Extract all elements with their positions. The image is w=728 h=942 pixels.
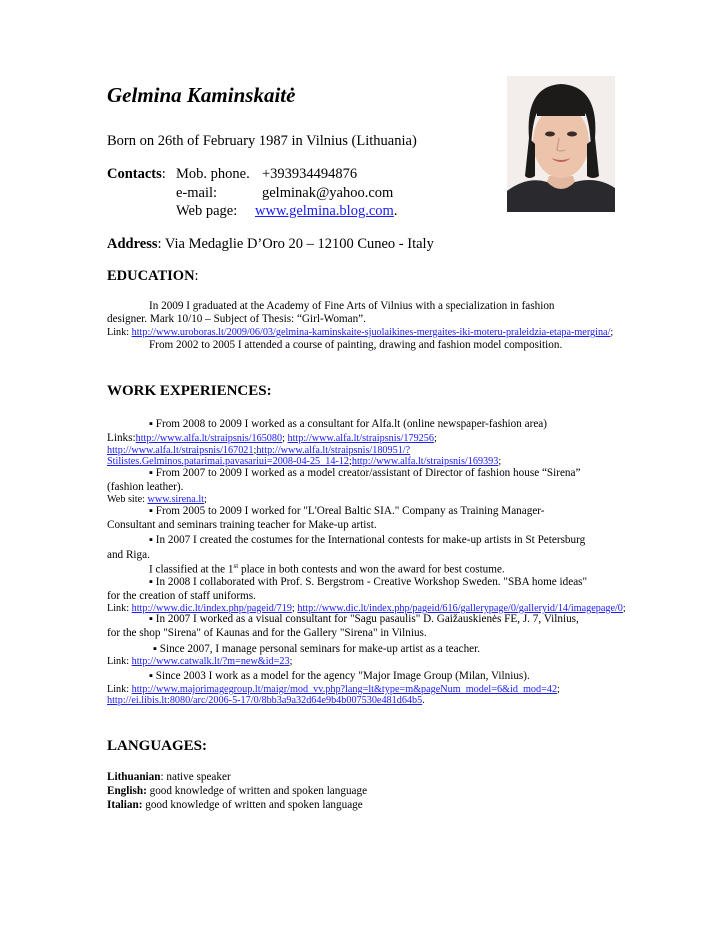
sba-link-1[interactable]: http://www.dic.lt/index.php/pageid/719 xyxy=(131,603,292,614)
sba-end: ; xyxy=(622,603,626,614)
libis-link[interactable]: http://ei.libis.lt:8080/arc/2006-5-17/0/8bb3a9a32d64e9b4b007530e481d64b5 xyxy=(107,695,423,706)
address-line xyxy=(107,236,434,253)
alfa-sep-3: ; xyxy=(253,445,257,456)
education-line-1: In 2009 I graduated at the Academy of Fine Arts of Vilnius with a specialization in fashion xyxy=(149,300,555,312)
birth-line: Born on 26th of February 1987 in Vilnius (Lithuania) xyxy=(107,133,417,149)
model-sep: ; xyxy=(557,684,560,695)
model-link-label: Link: xyxy=(107,684,132,695)
language-level: native speaker xyxy=(166,771,231,783)
alfa-links-label: Links: xyxy=(107,432,136,444)
alfa-links-row-2 xyxy=(107,445,410,456)
award-pre: I classified at the 1 xyxy=(149,563,234,576)
award-sup: st xyxy=(233,562,239,570)
languages-heading-text: LANGUAGES xyxy=(107,738,203,754)
alfa-link-3[interactable]: http://www.alfa.lt/straipsnis/167021 xyxy=(107,445,254,456)
award-post: place in both contests and won the award for best costume. xyxy=(238,563,505,576)
languages-colon: : xyxy=(202,738,208,754)
work-entry-loreal-1: ▪ From 2005 to 2009 I worked for "L'Oreal Baltic SIA." Company as Training Manager- xyxy=(149,505,545,517)
education-link-label: Link: xyxy=(107,327,132,338)
work-entry-alfa: ▪ From 2008 to 2009 I worked as a consultant for Alfa.lt (online newspaper-fashion area) xyxy=(149,418,547,430)
model-links-row-2 xyxy=(107,695,425,706)
catwalk-link[interactable]: http://www.catwalk.lt/?m=new&id=23 xyxy=(131,656,290,667)
model-links-row-1 xyxy=(107,684,560,695)
work-entry-model: ▪ Since 2003 I work as a model for the agency "Major Image Group (Milan, Vilnius). xyxy=(149,670,530,682)
language-item xyxy=(107,785,367,797)
mobile-label: Mob. phone. xyxy=(176,166,250,182)
cv-name: Gelmina Kaminskaitė xyxy=(107,83,296,107)
work-colon: : xyxy=(266,383,272,399)
language-name: Lithuanian xyxy=(107,771,161,783)
sirena-web-label: Web site: xyxy=(107,494,148,505)
language-item xyxy=(107,799,363,811)
work-entry-sirena-1: ▪ From 2007 to 2009 I worked as a model creator/assistant of Director of fashion house “Sirena” xyxy=(149,467,581,479)
language-item xyxy=(107,771,231,783)
languages-heading xyxy=(107,738,207,755)
sba-link-label: Link: xyxy=(107,603,132,614)
contacts-colon: : xyxy=(161,166,166,182)
language-level: good knowledge of written and spoken language xyxy=(145,799,363,811)
web-label: Web page: xyxy=(176,203,238,219)
work-heading xyxy=(107,383,272,400)
seminars-link-row xyxy=(107,656,292,667)
web-link[interactable]: www.gelmina.blog.com xyxy=(255,203,394,219)
language-name: Italian: xyxy=(107,799,143,811)
alfa-link-6[interactable]: http://www.alfa.lt/straipsnis/169393 xyxy=(351,456,499,467)
education-line-2: designer. Mark 10/10 – Subject of Thesis: “Girl-Woman”. xyxy=(107,313,366,325)
alfa-link-4[interactable]: http://www.alfa.lt/straipsnis/180951/? xyxy=(256,445,411,456)
education-colon: : xyxy=(194,268,199,284)
work-entry-award xyxy=(149,562,505,576)
seminars-link-label: Link: xyxy=(107,656,132,667)
address-value: : Via Medaglie D’Oro 20 – 12100 Cuneo - Italy xyxy=(157,236,434,252)
work-heading-text: WORK EXPERIENCES xyxy=(107,383,267,399)
sba-sep: ; xyxy=(291,603,298,614)
alfa-sep-5: ; xyxy=(498,456,502,467)
profile-photo xyxy=(507,76,615,212)
sirena-web-end: ; xyxy=(204,494,207,505)
work-entry-sagu-1: ▪ In 2007 I worked as a visual consultant for "Sagu pasaulis" D. Gaižauskienės FE, J. 7, Vilnius, xyxy=(149,613,579,625)
majorimage-link[interactable]: http://www.majorimagegroup.lt/maigr/mod_vv.php?lang=lt&type=m&pageNum_model=6&id_mod=42 xyxy=(131,684,558,695)
work-entry-costumes-1: ▪ In 2007 I created the costumes for the International contests for make-up artists in St Petersburg xyxy=(149,534,586,546)
contacts-row-mobile xyxy=(107,166,166,183)
language-sep: : xyxy=(160,771,167,783)
language-name: English: xyxy=(107,785,147,797)
alfa-links-row-3 xyxy=(107,456,501,467)
education-heading xyxy=(107,268,199,285)
alfa-link-2[interactable]: http://www.alfa.lt/straipsnis/179256 xyxy=(287,433,434,444)
alfa-link-1[interactable]: http://www.alfa.lt/straipsnis/165080 xyxy=(135,433,283,444)
work-entry-seminars: ▪ Since 2007, I manage personal seminars for make-up artist as a teacher. xyxy=(153,643,481,655)
address-label: Address xyxy=(107,236,158,252)
model-end: . xyxy=(422,695,425,706)
language-level: good knowledge of written and spoken language xyxy=(149,785,368,797)
alfa-links-row-1 xyxy=(107,432,437,444)
education-link-end: ; xyxy=(610,327,614,338)
alfa-sep-2: ; xyxy=(433,433,437,444)
contacts-label: Contacts xyxy=(107,166,162,182)
sirena-web-link[interactable]: www.sirena.lt xyxy=(147,494,204,505)
work-entry-sagu-2: for the shop "Sirena" of Kaunas and for the Gallery "Sirena" in Vilnius. xyxy=(107,627,427,639)
portrait-image xyxy=(507,76,615,212)
education-thesis-link[interactable]: http://www.uroboras.lt/2009/06/03/gelmina-kaminskaite-sjuolaikines-mergaites-iki-moteru-praleidzia-etapa-mergina/ xyxy=(131,327,611,338)
web-dot: . xyxy=(393,203,398,219)
web-row xyxy=(255,203,397,220)
alfa-link-5[interactable]: Stilistes.Gelminos.patarimai.pavasariui=2008-04-25_14-12 xyxy=(107,456,349,467)
sba-link-2[interactable]: http://www.dic.lt/index.php/pageid/616/gallerypage/0/galleryid/14/imagepage/0 xyxy=(297,603,623,614)
seminars-link-end: ; xyxy=(289,656,293,667)
education-line-3: From 2002 to 2005 I attended a course of painting, drawing and fashion model composition. xyxy=(149,339,563,351)
education-heading-text: EDUCATION xyxy=(107,268,195,284)
education-link-row xyxy=(107,327,613,338)
mobile-value: +393934494876 xyxy=(262,166,358,182)
alfa-sep-4: ; xyxy=(349,456,352,467)
work-entry-sirena-2: (fashion leather). xyxy=(107,481,184,493)
work-entry-sba-1: ▪ In 2008 I collaborated with Prof. S. Bergstrom - Creative Workshop Sweden. "SBA home ideas" xyxy=(149,576,588,588)
email-label: e-mail: xyxy=(176,185,218,201)
work-entry-sba-2: for the creation of staff uniforms. xyxy=(107,590,256,602)
alfa-sep-1: ; xyxy=(282,433,288,444)
email-value: gelminak@yahoo.com xyxy=(262,185,394,201)
work-entry-loreal-2: Consultant and seminars training teacher for Make-up artist. xyxy=(107,519,377,531)
work-entry-costumes-2: and Riga. xyxy=(107,549,150,561)
sirena-web-row xyxy=(107,494,207,505)
